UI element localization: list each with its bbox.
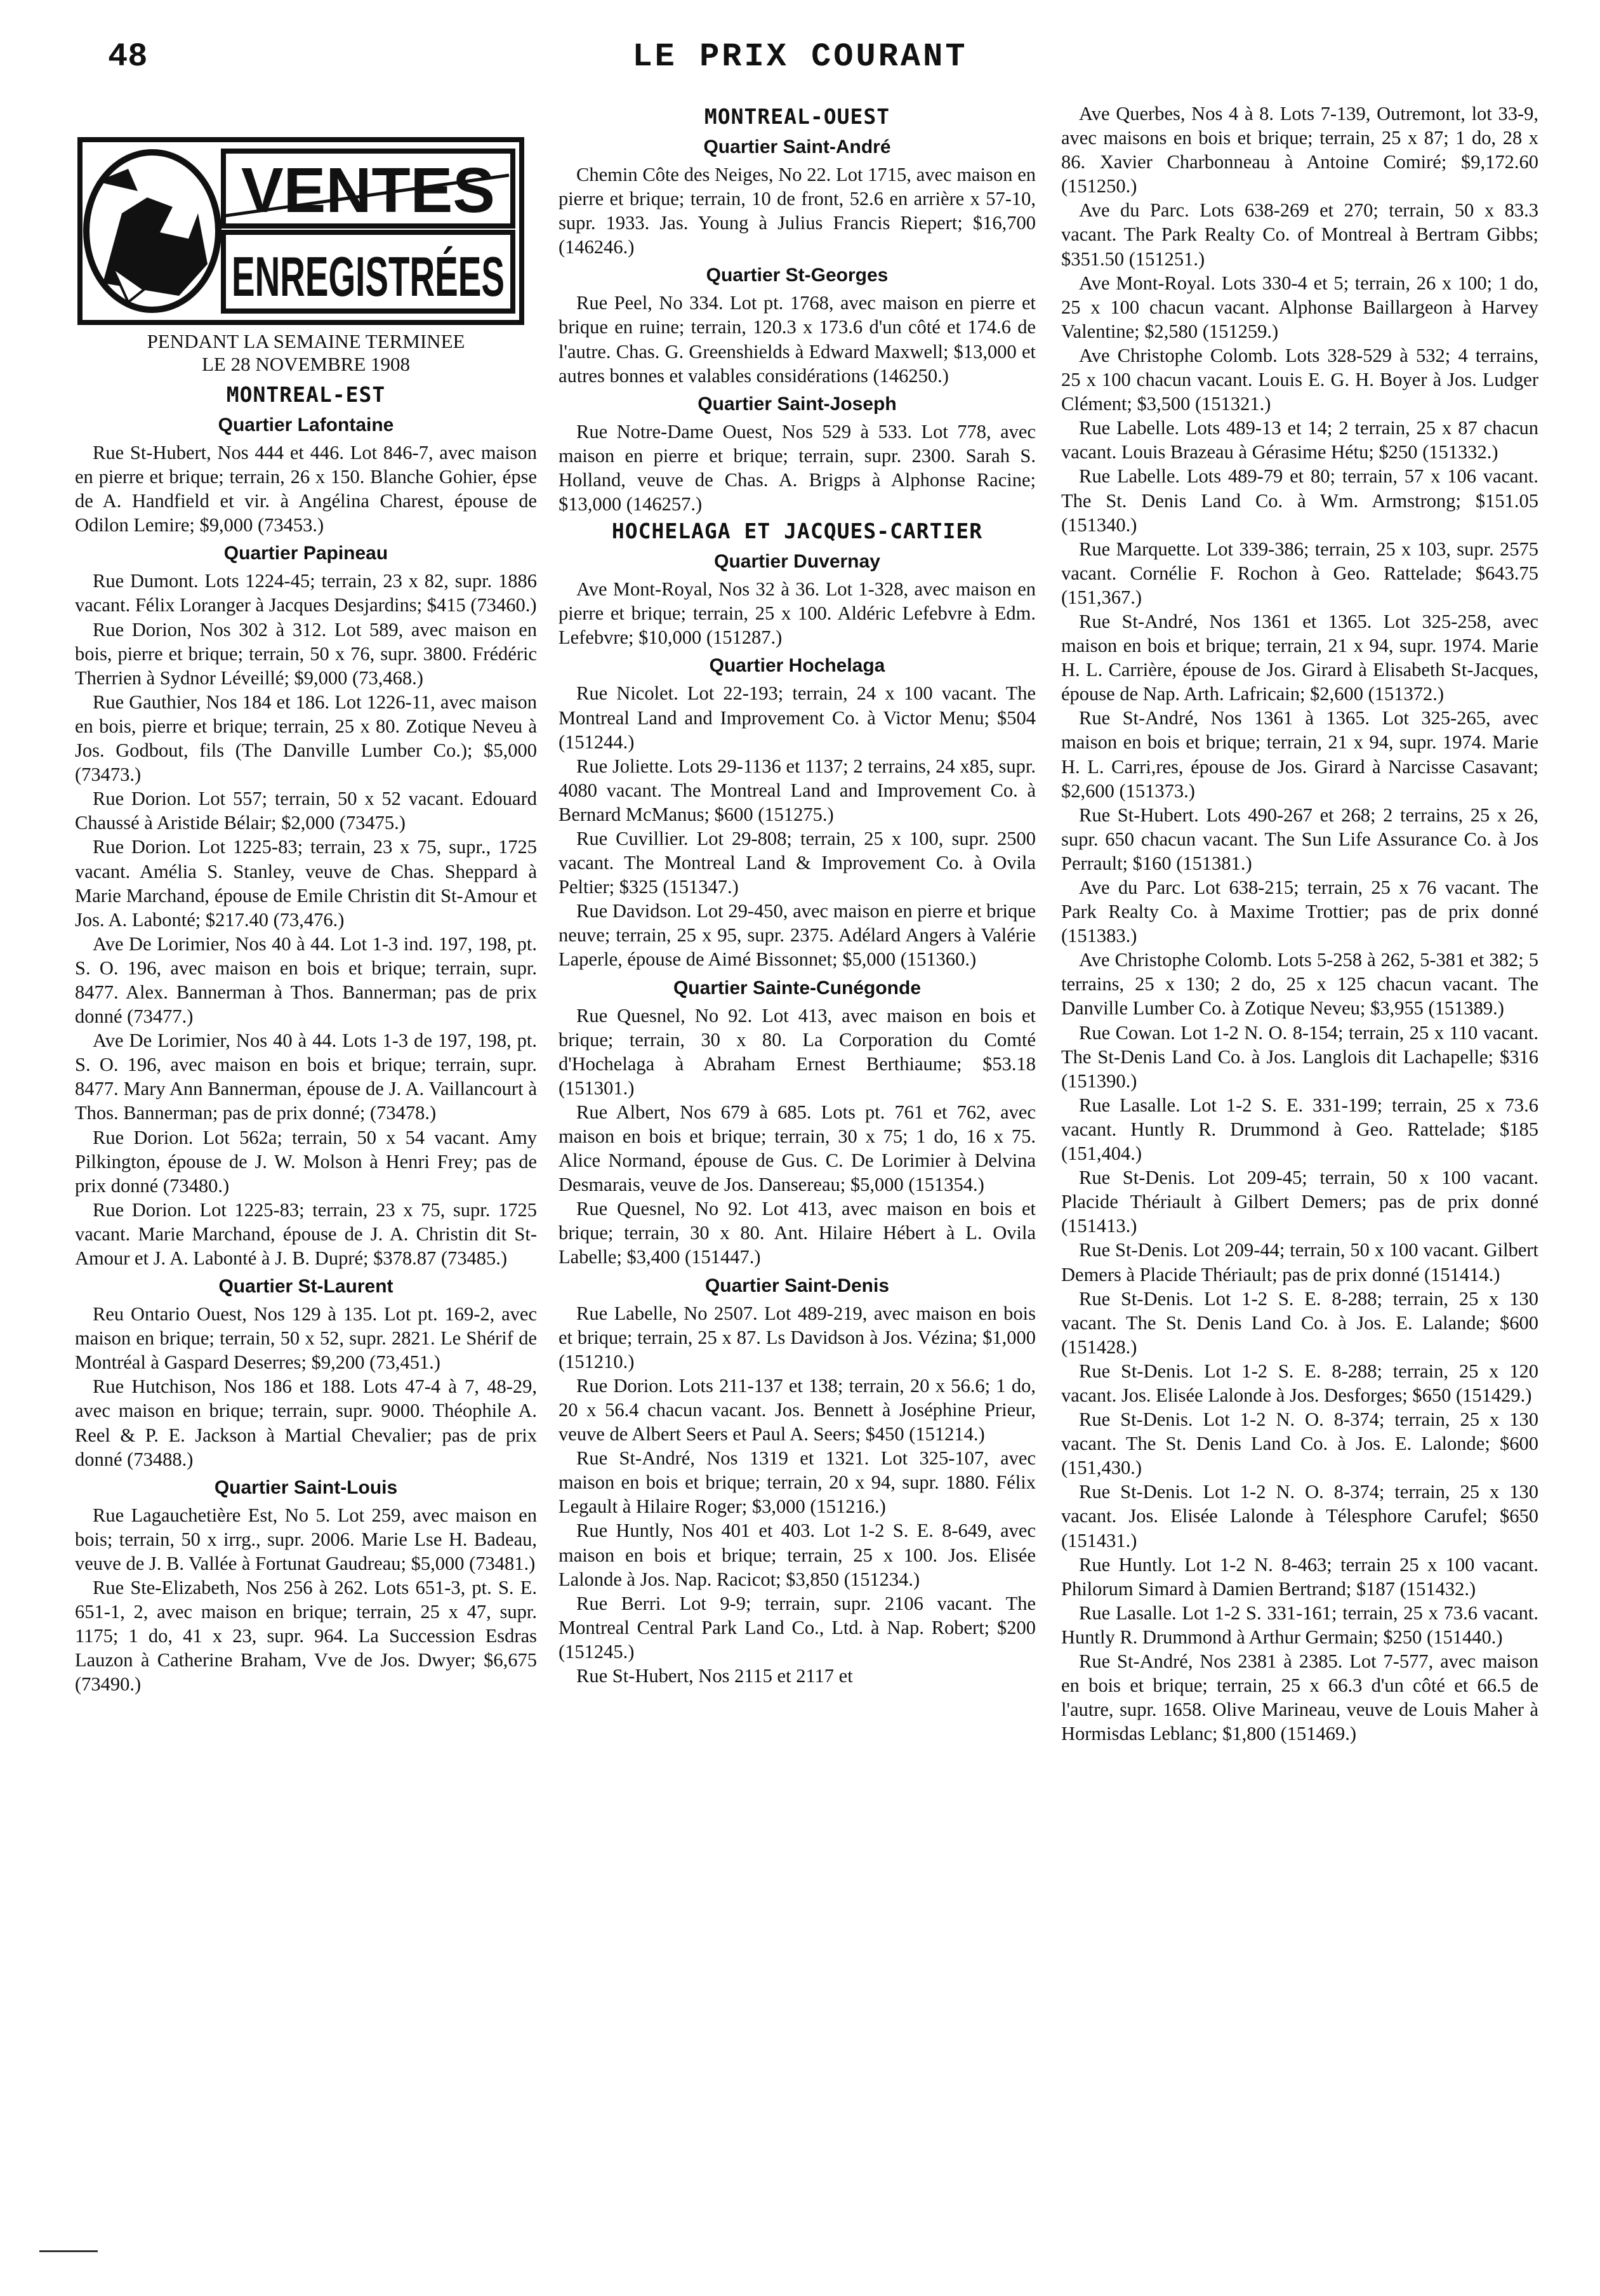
sale-entry: Rue St-Denis. Lot 209-44; terrain, 50 x 100 vacant. Gilbert Demers à Placide Thériault; pas de prix donné (151414.) [1061,1239,1538,1285]
sale-entry: Ave Christophe Colomb. Lots 5-258 à 262, 5-381 et 382; 5 terrains, 25 x 130; 2 do, 25 x 125 chacun vacant. The Danville Lumber Co. à Zotique Neveu; $3,955 (151389.) [1061,949,1538,1019]
sale-entry: Rue St-Denis. Lot 1-2 N. O. 8-374; terrain, 25 x 130 vacant. The St. Denis Land Co. à Jos. E. Lalonde; $600 (151,430.) [1061,1409,1538,1479]
sale-entry: Ave Querbes, Nos 4 à 8. Lots 7-139, Outremont, lot 33-9, avec maisons en bois et brique; terrain, 25 x 87; 1 do, 28 x 86. Xavier Charbonneau à Antoine Comiré; $9,172.60 (151250.) [1061,103,1538,197]
quarter-heading: Quartier Saint-Louis [214,1476,398,1498]
sale-entry: Rue St-Hubert. Lots 490-267 et 268; 2 terrains, 25 x 26, supr. 650 chacun vacant. The Sun Life Assurance Co. à Jos Perrault; $160 (151381.) [1061,804,1538,874]
svg-text:ENREGISTRÉES: ENREGISTRÉES [232,245,505,308]
sale-entry: Rue St-Denis. Lot 209-45; terrain, 50 x 100 vacant. Placide Thériault à Gilbert Demers; pas de prix donné (151413.) [1061,1167,1538,1237]
period-line-1: PENDANT LA SEMAINE TERMINEE [147,330,465,352]
quarter-heading: Quartier Sainte-Cunégonde [673,977,922,999]
svg-text:VENTES: VENTES [241,155,495,226]
sale-entry: Rue Dorion. Lots 211-137 et 138; terrain, 20 x 56.6; 1 do, 20 x 56.4 chacun vacant. Jos. Bennett à Joséphine Prieur, veuve de Albert Seers et Paul A. Seers; $450 (151214.) [559,1374,1036,1445]
district-heading: MONTREAL-EST [226,382,386,407]
sale-entry: Rue Peel, No 334. Lot pt. 1768, avec maison en pierre et brique en ruine; terrain, 120.3 x 173.6 d'un côté et 174.6 de l'autre. Chas. G. Greenshields à Edward Maxwell; $13,000 et autres bonnes et valables considérations (146250.) [559,292,1036,387]
page-number: 48 [108,38,148,76]
sale-entry: Rue Lagauchetière Est, No 5. Lot 259, avec maison en bois; terrain, 50 x irrg., supr. 2006. Marie Lse H. Badeau, veuve de J. B. Vallée à Fortunat Gaudreau; $5,000 (73481.) [75,1504,537,1574]
sale-entry: Rue St-Hubert, Nos 2115 et 2117 et [576,1664,853,1687]
sale-entry: Rue Notre-Dame Ouest, Nos 529 à 533. Lot 778, avec maison en pierre et brique; terrain, supr. 2300. Sarah S. Holland, veuve de Chas. A. Brigps à Alphonse Racine; $13,000 (146257.) [559,420,1036,515]
column-2 [559,102,1036,1688]
sale-entry: Rue Huntly, Nos 401 et 403. Lot 1-2 S. E. 8-649, avec maison en bois et brique; terrain, 25 x 100. Jos. Elisée Lalonde à Jos. Nap. Racicot; $3,850 (151234.) [559,1520,1036,1590]
column-3 [1061,102,1538,1746]
column-1-content [75,382,537,1697]
sale-entry: Rue Davidson. Lot 29-450, avec maison en pierre et brique neuve; terrain, 25 x 95, supr. 2375. Adélard Angers à Valérie Laperle, épouse de Aimé Bissonnet; $5,000 (151360.) [559,900,1036,971]
sale-entry: Rue Dorion. Lot 562a; terrain, 50 x 54 vacant. Amy Pilkington, épouse de J. W. Molson à Henri Frey; pas de prix donné (73480.) [75,1126,537,1197]
footer-rule [39,2250,98,2252]
journal-title: LE PRIX COURANT [632,38,968,76]
column-2-content [559,104,1036,1688]
sale-entry: Rue Ste-Elizabeth, Nos 256 à 262. Lots 651-3, pt. S. E. 651-1, 2, avec maison en brique; terrain, 25 x 47, supr. 1175; 1 do, 41 x 23, supr. 964. La Succession Esdras Lauzon à Catherine Braham, Vve de Jos. Dwyer; $6,675 (73490.) [75,1577,537,1695]
quarter-heading: Quartier Saint-Joseph [698,393,897,415]
quarter-heading: Quartier St-Georges [706,265,889,286]
period-line-2: LE 28 NOVEMBRE 1908 [201,353,411,375]
sale-entry: Ave Mont-Royal, Nos 32 à 36. Lot 1-328, avec maison en pierre et brique; terrain, 25 x 100. Aldéric Lefebvre à Edm. Lefebvre; $10,000 (151287.) [559,578,1036,649]
sale-entry: Rue Labelle. Lots 489-79 et 80; terrain, 57 x 106 vacant. The St. Denis Land Co. à Wm. Armstrong; $151.05 (151340.) [1061,465,1538,536]
quarter-heading: Quartier St-Laurent [218,1276,393,1297]
sale-entry: Rue Labelle, No 2507. Lot 489-219, avec maison en bois et brique; terrain, 25 x 87. Ls Davidson à Jos. Vézina; $1,000 (151210.) [559,1302,1036,1372]
sale-entry: Rue Huntly. Lot 1-2 N. 8-463; terrain 25 x 100 vacant. Philorum Simard à Damien Bertrand; $187 (151432.) [1061,1553,1538,1600]
sale-entry: Rue St-Denis. Lot 1-2 N. O. 8-374; terrain, 25 x 130 vacant. Jos. Elisée Lalonde à Télesphore Carufel; $650 (151431.) [1061,1481,1538,1551]
sale-entry: Chemin Côte des Neiges, No 22. Lot 1715, avec maison en pierre et brique; terrain, 10 de front, 52.6 en arrière x 57-10, supr. 1933. Jas. Young à Julius Francis Riepert; $16,700 (146246.) [559,164,1036,258]
sale-entry: Ave De Lorimier, Nos 40 à 44. Lots 1-3 de 197, 198, pt. S. O. 196, avec maison en bois et brique; terrain, supr. 8477. Mary Ann Bannerman, épouse de J. A. Vaillancourt à Thos. Bannerman; pas de prix donné; (73478.) [75,1030,537,1124]
sale-entry: Rue Labelle. Lots 489-13 et 14; 2 terrain, 25 x 87 chacun vacant. Louis Brazeau à Gérasime Hétu; $250 (151332.) [1061,417,1538,463]
sale-entry: Ave du Parc. Lots 638-269 et 270; terrain, 50 x 83.3 vacant. The Park Realty Co. of Montreal à Bertram Gibbs; $351.50 (151251.) [1061,199,1538,270]
quarter-heading: Quartier Hochelaga [709,655,885,677]
sale-entry: Rue Dumont. Lots 1224-45; terrain, 23 x 82, supr. 1886 vacant. Félix Loranger à Jacques Desjardins; $415 (73460.) [75,570,537,616]
sale-entry: Ave De Lorimier, Nos 40 à 44. Lot 1-3 ind. 197, 198, pt. S. O. 196, avec maison en bois et brique; terrain, supr. 8477. Alex. Bannerman à Thos. Bannerman; pas de prix donné (73477.) [75,932,537,1028]
sale-entry: Rue Cowan. Lot 1-2 N. O. 8-154; terrain, 25 x 110 vacant. The St-Denis Land Co. à Jos. Langlois dit Lachapelle; $316 (151390.) [1061,1021,1538,1092]
district-heading: HOCHELAGA ET JACQUES-CARTIER [611,519,983,544]
sale-entry: Rue Quesnel, No 92. Lot 413, avec maison en bois et brique; terrain, 30 x 80. La Corporation du Comté d'Hochelaga à Abraham Ernest Berthiaume; $53.18 (151301.) [559,1004,1036,1099]
sale-entry: Rue Gauthier, Nos 184 et 186. Lot 1226-11, avec maison en bois, pierre et brique; terrain, 25 x 80. Zotique Neveu à Jos. Godbout, fils (The Danville Lumber Co.); $5,000 (73473.) [75,691,537,786]
period-heading [75,330,537,376]
sale-entry: Rue Joliette. Lots 29-1136 et 1137; 2 terrains, 24 x85, supr. 4080 vacant. The Montreal Land and Improvement Co. à Bernard McManus; $600 (151275.) [559,755,1036,825]
sale-entry: Ave du Parc. Lot 638-215; terrain, 25 x 76 vacant. The Park Realty Co. à Maxime Trottier; pas de prix donné (151383.) [1061,877,1538,947]
sale-entry: Rue Lasalle. Lot 1-2 S. 331-161; terrain, 25 x 73.6 vacant. Huntly R. Drummond à Arthur Germain; $250 (151440.) [1061,1602,1538,1648]
sale-entry: Rue Dorion. Lot 557; terrain, 50 x 52 vacant. Edouard Chaussé à Aristide Bélair; $2,000 (73475.) [75,788,537,834]
column-3-content [1061,102,1538,1746]
sale-entry: Rue Lasalle. Lot 1-2 S. E. 331-199; terrain, 25 x 73.6 vacant. Huntly R. Drummond à Geo. Rattelade; $185 (151,404.) [1061,1094,1538,1165]
sale-entry: Rue Nicolet. Lot 22-193; terrain, 24 x 100 vacant. The Montreal Land and Improvement Co. à Victor Menu; $504 (151244.) [559,682,1036,753]
sale-entry: Rue Quesnel, No 92. Lot 413, avec maison en bois et brique; terrain, 30 x 80. Ant. Hilaire Hébert à L. Ovila Labelle; $3,400 (151447.) [559,1198,1036,1268]
sale-entry: Rue St-André, Nos 1319 et 1321. Lot 325-107, avec maison en bois et brique; terrain, 20 x 94, supr. 1880. Félix Legault à Hilaire Roger; $3,000 (151216.) [559,1447,1036,1518]
sale-entry: Rue Dorion, Nos 302 à 312. Lot 589, avec maison en bois, pierre et brique; terrain, 50 x 76, supr. 3800. Frédéric Therrien à Sydnor Léveillé; $9,000 (73,468.) [75,618,537,689]
sale-entry: Ave Christophe Colomb. Lots 328-529 à 532; 4 terrains, 25 x 100 chacun vacant. Louis E. G. H. Boyer à Jos. Ludger Clément; $3,500 (151321.) [1061,344,1538,415]
sale-entry: Rue St-Denis. Lot 1-2 S. E. 8-288; terrain, 25 x 120 vacant. Jos. Elisée Lalonde à Jos. Desforges; $650 (151429.) [1061,1360,1538,1406]
sale-entry: Rue St-Denis. Lot 1-2 S. E. 8-288; terrain, 25 x 130 vacant. The St. Denis Land Co. à Jos. E. Lalande; $600 (151428.) [1061,1287,1538,1358]
column-1 [75,102,537,1697]
sale-entry: Reu Ontario Ouest, Nos 129 à 135. Lot pt. 169-2, avec maison en brique; terrain, 50 x 52, supr. 2821. Le Shérif de Montréal à Gaspard Deserres; $9,200 (73,451.) [75,1303,537,1374]
quarter-heading: Quartier Saint-Denis [704,1275,890,1296]
quarter-heading: Quartier Saint-André [703,136,891,157]
quarter-heading: Quartier Duvernay [714,551,880,573]
sale-entry: Rue Albert, Nos 679 à 685. Lots pt. 761 et 762, avec maison en bois et brique; terrain, 30 x 75; 1 do, 16 x 75. Alice Normand, épouse de Gus. C. De Lorimier à Delvina Desmarais, veuve de Jos. Dansereau; $5,000 (151354.) [559,1101,1036,1196]
district-heading: MONTREAL-OUEST [704,104,890,129]
sale-entry: Rue St-André, Nos 2381 à 2385. Lot 7-577, avec maison en bois et brique; terrain, 25 x 66.3 d'un côté et 66.5 de l'autre, supr. 1658. Olive Marineau, veuve de Louis Maher à Hormisdas Leblanc; $1,800 (151469.) [1061,1650,1538,1745]
sale-entry: Ave Mont-Royal. Lots 330-4 et 5; terrain, 26 x 100; 1 do, 25 x 100 chacun vacant. Alphonse Baillargeon à Harvey Valentine; $2,580 (151259.) [1061,272,1538,342]
sale-entry: Rue Berri. Lot 9-9; terrain, supr. 2106 vacant. The Montreal Central Park Land Co., Ltd. à Nap. Robert; $200 (151245.) [559,1592,1036,1662]
sale-entry: Rue St-André, Nos 1361 à 1365. Lot 325-265, avec maison en bois et brique; terrain, 21 x 94, supr. 1974. Marie H. L. Carri,res, épouse de Jos. Girard à Narcisse Casavant; $2,600 (151373.) [1061,707,1538,802]
sale-entry: Rue Dorion. Lot 1225-83; terrain, 23 x 75, supr., 1725 vacant. Amélia S. Stanley, veuve de Chas. Sheppard à Marie Marchand, épouse de Emile Christin dit St-Amour et Jos. A. Labonté; $217.40 (73,476.) [75,836,537,931]
quarter-heading: Quartier Lafontaine [218,415,394,435]
sale-entry: Rue St-André, Nos 1361 et 1365. Lot 325-258, avec maison en bois et brique; terrain, 21 x 94, supr. 1974. Marie H. L. Carrière, épouse de Jos. Girard à Elisabeth St-Jacques, épouse de Nap. Arth. Lafricain; $2,600 (151372.) [1061,610,1538,705]
quarter-heading: Quartier Papineau [223,543,388,564]
sale-entry: Rue Dorion. Lot 1225-83; terrain, 23 x 75, supr. 1725 vacant. Marie Marchand, épouse de J. A. Christin dit St-Amour et J. A. Labonté à J. B. Dupré; $378.87 (73485.) [75,1198,537,1269]
sale-entry: Rue Marquette. Lot 339-386; terrain, 25 x 103, supr. 2575 vacant. Cornélie F. Rochon à Geo. Rattelade; $643.75 (151,367.) [1061,538,1538,608]
sale-entry: Rue Hutchison, Nos 186 et 188. Lots 47-4 à 7, 48-29, avec maison en brique; terrain, supr. 9000. Théophile A. Reel & P. E. Jackson à Martial Chevalier; pas de prix donné (73488.) [75,1376,537,1470]
page-header [0,37,1600,81]
sale-entry: Rue Cuvillier. Lot 29-808; terrain, 25 x 100, supr. 2500 vacant. The Montreal Land & Improvement Co. à Ovila Peltier; $325 (151347.) [559,827,1036,898]
sale-entry: Rue St-Hubert, Nos 444 et 446. Lot 846-7, avec maison en pierre et brique; terrain, 26 x 150. Blanche Gohier, épse de A. Handfield et vir. à Angélina Charest, épouse de Odilon Lemire; $9,000 (73453.) [75,442,537,536]
